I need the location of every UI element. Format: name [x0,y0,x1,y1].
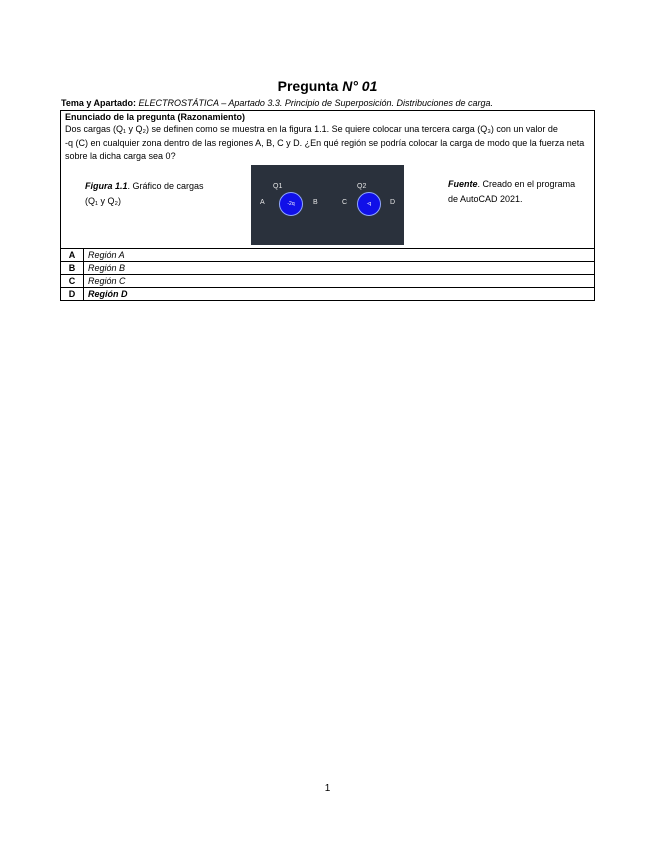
page-title [0,78,655,94]
option-text: Región B [84,262,595,275]
statement-cell [61,111,595,249]
region-d-label: D [390,199,396,206]
option-row-a[interactable] [61,249,595,262]
charges-figure [251,165,404,245]
topic-label: Tema y Apartado: [61,98,137,108]
page-number: 1 [324,783,331,794]
figure-caption-label: Figura 1.1 [85,181,128,191]
question-table [60,110,595,301]
q2-label: Q2 [357,183,367,190]
option-row-b[interactable] [61,262,595,275]
option-letter: A [61,249,84,262]
source-text: . Creado en el programa de AutoCAD 2021. [448,179,576,204]
option-text: Región A [84,249,595,262]
figure-row [65,165,590,247]
source-label: Fuente [448,179,478,189]
option-letter: D [61,288,84,301]
question-number: N° 01 [342,78,378,94]
figure-caption-text: . Gráfico de cargas (Q₁ y Q₂) [85,181,204,206]
q1-label: Q1 [273,183,283,190]
option-row-d[interactable] [61,288,595,301]
charge-q1: -2q [279,192,303,216]
statement-heading: Enunciado de la pregunta (Razonamiento) [65,112,246,122]
option-text: Región C [84,275,595,288]
figure-source [448,177,578,207]
option-row-c[interactable] [61,275,595,288]
option-text: Región D [84,288,595,301]
region-c-label: C [342,199,348,206]
figure-caption [85,179,205,209]
option-letter: C [61,275,84,288]
statement-line-2: -q (C) en cualquier zona dentro de las regiones A, B, C y D. ¿En qué región se podría colocar la carga de modo que la fuerza neta sobre la dicha carga sea 0? [65,138,585,161]
title-text: Pregunta [277,78,339,94]
region-b-label: B [313,199,318,206]
option-letter: B [61,262,84,275]
charge-q2: -q [357,192,381,216]
statement-line-1: Dos cargas (Q₁ y Q₂) se definen como se muestra en la figura 1.1. Se quiere colocar una tercera carga (Q₃) con un valor de [65,124,558,134]
statement-row [61,111,595,249]
region-a-label: A [260,199,265,206]
topic-value: ELECTROSTÁTICA – Apartado 3.3. Principio de Superposición. Distribuciones de carga. [138,98,494,108]
topic-line [61,98,601,108]
